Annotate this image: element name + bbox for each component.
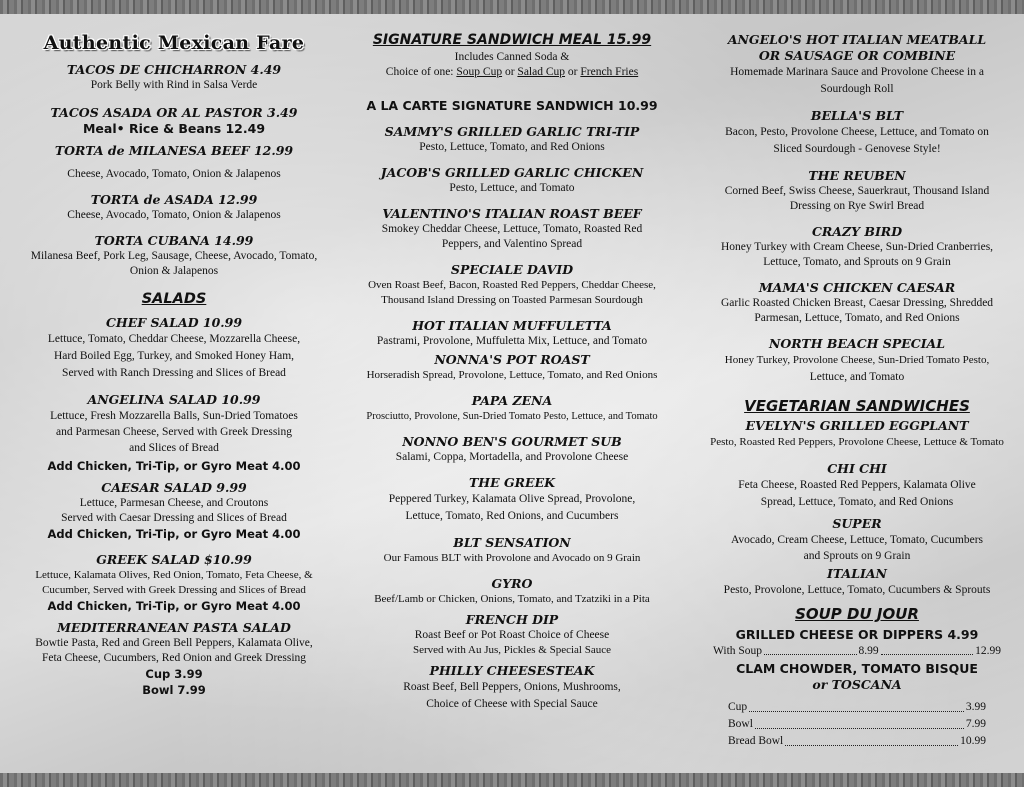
choice-soup-cup: Soup Cup bbox=[456, 66, 503, 78]
sandwich-name: BELLA'S BLT bbox=[810, 108, 904, 123]
salad-addon: Add Chicken, Tri-Tip, or Gyro Meat 4.00 bbox=[47, 459, 301, 473]
sandwich-name: OR SAUSAGE OR COMBINE bbox=[758, 48, 956, 63]
veg-sandwich-desc: Pesto, Provolone, Lettuce, Tomato, Cucumbers & Sprouts bbox=[723, 584, 991, 596]
sandwich-desc: Dressing on Rye Swirl Bread bbox=[789, 200, 925, 212]
salad-desc: Feta Cheese, Cucumbers, Red Onion and Greek Dressing bbox=[41, 652, 307, 664]
salad-desc: Lettuce, Tomato, Cheddar Cheese, Mozzarella Cheese, bbox=[47, 333, 301, 345]
soup-size-price: 3.99 bbox=[965, 701, 986, 713]
menu-item-desc: Cheese, Avocado, Tomato, Onion & Jalapenos bbox=[67, 209, 281, 221]
signature-includes: Includes Canned Soda & bbox=[454, 51, 570, 63]
choice-or: or bbox=[567, 66, 578, 78]
sandwich-name: PAPA ZENA bbox=[471, 393, 553, 408]
salad-name: GREEK SALAD $10.99 bbox=[96, 552, 252, 567]
salads-heading: SALADS bbox=[141, 291, 207, 307]
choice-salad-cup: Salad Cup bbox=[517, 66, 566, 78]
with-soup-label: With Soup bbox=[713, 645, 763, 657]
sandwich-name: NORTH BEACH SPECIAL bbox=[768, 336, 946, 351]
salad-cup-price: Cup 3.99 bbox=[145, 667, 203, 681]
salad-desc: Cucumber, Served with Greek Dressing and Slices of Bread bbox=[42, 584, 306, 596]
soup-price-row bbox=[728, 699, 986, 716]
sandwich-desc: Homemade Marinara Sauce and Provolone Cheese in a bbox=[730, 66, 984, 78]
soup-price-row bbox=[728, 733, 986, 750]
dot-leader bbox=[755, 716, 964, 729]
with-soup-price-list bbox=[713, 643, 1001, 659]
sandwich-name: ANGELO'S HOT ITALIAN MEATBALL bbox=[727, 32, 987, 47]
salad-name: ANGELINA SALAD 10.99 bbox=[87, 392, 261, 407]
sandwich-desc: Choice of Cheese with Special Sauce bbox=[426, 698, 598, 710]
salad-name: MEDITERRANEAN PASTA SALAD bbox=[57, 620, 291, 635]
salad-desc: Served with Ranch Dressing and Slices of Bread bbox=[62, 367, 286, 379]
sandwich-desc: Pesto, Lettuce, Tomato, and Red Onions bbox=[419, 141, 605, 153]
veg-sandwich-desc: Pesto, Roasted Red Peppers, Provolone Cheese, Lettuce & Tomato bbox=[710, 436, 1004, 448]
sandwich-desc: Lettuce, Tomato, and Sprouts on 9 Grain bbox=[763, 256, 951, 268]
dot-leader bbox=[764, 643, 856, 655]
signature-meal-title: SIGNATURE SANDWICH MEAL 15.99 bbox=[372, 32, 652, 48]
with-soup-row bbox=[713, 643, 1001, 659]
veg-sandwich-name: EVELYN'S GRILLED EGGPLANT bbox=[745, 418, 969, 433]
menu-item-name: TORTA de ASADA 12.99 bbox=[90, 192, 258, 207]
sandwich-desc: Corned Beef, Swiss Cheese, Sauerkraut, Thousand Island bbox=[724, 185, 990, 197]
salad-addon: Add Chicken, Tri-Tip, or Gyro Meat 4.00 bbox=[47, 527, 301, 541]
sandwich-name: NONNA'S POT ROAST bbox=[434, 352, 590, 367]
sandwich-name: THE GREEK bbox=[469, 475, 555, 490]
salad-bowl-price: Bowl 7.99 bbox=[142, 683, 206, 697]
menu-item-name: TACOS ASADA OR AL PASTOR 3.49 bbox=[50, 105, 298, 120]
salad-desc: Lettuce, Fresh Mozzarella Balls, Sun-Dried Tomatoes bbox=[50, 410, 298, 422]
menu-item-name: TORTA de MILANESA BEEF 12.99 bbox=[54, 143, 294, 158]
sandwich-name: THE REUBEN bbox=[808, 168, 906, 183]
vegetarian-heading: VEGETARIAN SANDWICHES bbox=[744, 397, 970, 415]
soup-heading: SOUP DU JOUR bbox=[795, 605, 919, 623]
sandwich-desc: Smokey Cheddar Cheese, Lettuce, Tomato, Roasted Red bbox=[381, 223, 643, 235]
choice-or: or bbox=[504, 66, 515, 78]
salad-desc: Hard Boiled Egg, Turkey, and Smoked Honey Ham, bbox=[53, 350, 295, 362]
dot-leader bbox=[881, 643, 973, 655]
menu-item-desc: Milanesa Beef, Pork Leg, Sausage, Cheese, Avocado, Tomato, bbox=[30, 250, 318, 262]
soup-size-label: Bread Bowl bbox=[728, 735, 784, 747]
sandwich-name: FRENCH DIP bbox=[465, 612, 559, 627]
salad-desc: Served with Caesar Dressing and Slices of Bread bbox=[61, 512, 287, 524]
veg-sandwich-desc: Avocado, Cream Cheese, Lettuce, Tomato, Cucumbers bbox=[730, 534, 983, 546]
with-soup-price-1: 8.99 bbox=[858, 645, 879, 657]
soup-size-price: 7.99 bbox=[965, 718, 986, 730]
mexican-fare-title: Authentic Mexican Fare bbox=[43, 32, 305, 54]
torn-edge-top bbox=[0, 0, 1024, 14]
menu-item-desc: Pork Belly with Rind in Salsa Verde bbox=[90, 79, 258, 91]
sandwich-name: SPECIALE DAVID bbox=[450, 262, 574, 277]
veg-sandwich-desc: Feta Cheese, Roasted Red Peppers, Kalamata Olive bbox=[738, 479, 976, 491]
salad-desc: and Slices of Bread bbox=[129, 442, 219, 454]
column-specials-soups bbox=[690, 26, 1024, 750]
sandwich-name: HOT ITALIAN MUFFULETTA bbox=[412, 318, 612, 333]
with-soup-price-2: 12.99 bbox=[975, 645, 1001, 657]
dot-leader bbox=[785, 733, 958, 746]
sandwich-name: JACOB'S GRILLED GARLIC CHICKEN bbox=[380, 165, 644, 180]
sandwich-desc: Honey Turkey, Provolone Cheese, Sun-Dried Tomato Pesto, bbox=[724, 354, 990, 366]
column-mexican-salads bbox=[10, 26, 338, 698]
sandwich-desc: Honey Turkey with Cream Cheese, Sun-Dried Cranberries, bbox=[720, 241, 994, 253]
sandwich-desc: Sliced Sourdough - Genovese Style! bbox=[773, 143, 941, 155]
sandwich-name: SAMMY'S GRILLED GARLIC TRI-TIP bbox=[384, 124, 640, 139]
sandwich-desc: Prosciutto, Provolone, Sun-Dried Tomato Pesto, Lettuce, and Tomato bbox=[366, 411, 658, 422]
sandwich-desc: Sourdough Roll bbox=[820, 83, 894, 95]
menu-item-desc: Cheese, Avocado, Tomato, Onion & Jalapenos bbox=[67, 168, 281, 180]
sandwich-name: PHILLY CHEESESTEAK bbox=[429, 663, 595, 678]
salad-addon: Add Chicken, Tri-Tip, or Gyro Meat 4.00 bbox=[47, 599, 301, 613]
column-signature-sandwiches bbox=[348, 26, 676, 713]
salad-desc: Bowtie Pasta, Red and Green Bell Peppers, Kalamata Olive, bbox=[35, 637, 313, 649]
sandwich-desc: Peppers, and Valentino Spread bbox=[441, 238, 583, 250]
sandwich-desc: Pastrami, Provolone, Muffuletta Mix, Lettuce, and Tomato bbox=[376, 335, 648, 347]
sandwich-desc: Thousand Island Dressing on Toasted Parmesan Sourdough bbox=[381, 294, 643, 306]
menu-item-name: TACOS DE CHICHARRON 4.49 bbox=[66, 62, 282, 77]
chowder-subtitle: or TOSCANA bbox=[812, 677, 902, 692]
salad-name: CHEF SALAD 10.99 bbox=[105, 315, 243, 330]
sandwich-desc: Lettuce, Tomato, Red Onions, and Cucumbers bbox=[405, 510, 619, 522]
sandwich-name: BLT SENSATION bbox=[453, 535, 571, 550]
veg-sandwich-desc: and Sprouts on 9 Grain bbox=[803, 550, 911, 562]
sandwich-desc: Served with Au Jus, Pickles & Special Sauce bbox=[413, 644, 611, 656]
alacarte-title: A LA CARTE SIGNATURE SANDWICH 10.99 bbox=[366, 98, 658, 113]
sandwich-desc: Bacon, Pesto, Provolone Cheese, Lettuce, and Tomato on bbox=[725, 126, 989, 138]
sandwich-name: VALENTINO'S ITALIAN ROAST BEEF bbox=[382, 206, 642, 221]
choice-prefix: Choice of one: bbox=[385, 66, 454, 78]
signature-choice bbox=[348, 65, 676, 80]
torn-edge-bottom bbox=[0, 773, 1024, 787]
sandwich-desc: Salami, Coppa, Mortadella, and Provolone Cheese bbox=[395, 451, 629, 463]
sandwich-desc: Roast Beef, Bell Peppers, Onions, Mushrooms, bbox=[403, 681, 621, 693]
salad-desc: and Parmesan Cheese, Served with Greek Dressing bbox=[55, 426, 292, 438]
sandwich-desc: Horseradish Spread, Provolone, Lettuce, Tomato, and Red Onions bbox=[366, 369, 658, 381]
sandwich-desc: Beef/Lamb or Chicken, Onions, Tomato, and Tzatziki in a Pita bbox=[374, 593, 650, 605]
sandwich-desc: Roast Beef or Pot Roast Choice of Cheese bbox=[414, 629, 610, 641]
veg-sandwich-desc: Spread, Lettuce, Tomato, and Red Onions bbox=[760, 496, 954, 508]
sandwich-name: MAMA'S CHICKEN CAESAR bbox=[758, 280, 956, 295]
salad-desc: Lettuce, Kalamata Olives, Red Onion, Tomato, Feta Cheese, & bbox=[35, 569, 313, 581]
sandwich-desc: Oven Roast Beef, Bacon, Roasted Red Peppers, Cheddar Cheese, bbox=[368, 279, 656, 291]
veg-sandwich-name: SUPER bbox=[832, 516, 882, 531]
soup-size-price: 10.99 bbox=[960, 735, 986, 747]
sandwich-desc: Garlic Roasted Chicken Breast, Caesar Dressing, Shredded bbox=[720, 297, 994, 309]
soup-size-label: Cup bbox=[728, 701, 748, 713]
soup-price-list bbox=[728, 699, 986, 750]
chowder-title: CLAM CHOWDER, TOMATO BISQUE bbox=[736, 661, 978, 676]
grilled-cheese-title: GRILLED CHEESE OR DIPPERS 4.99 bbox=[735, 627, 979, 642]
sandwich-desc: Our Famous BLT with Provolone and Avocado on 9 Grain bbox=[383, 552, 641, 564]
salad-desc: Lettuce, Parmesan Cheese, and Croutons bbox=[79, 497, 269, 509]
sandwich-desc: Parmesan, Lettuce, Tomato, and Red Onions bbox=[754, 312, 960, 324]
choice-french-fries: French Fries bbox=[580, 66, 639, 78]
soup-price-row bbox=[728, 716, 986, 733]
sandwich-desc: Lettuce, and Tomato bbox=[809, 371, 905, 383]
veg-sandwich-name: CHI CHI bbox=[827, 461, 887, 476]
menu-item-extra: Meal• Rice & Beans 12.49 bbox=[82, 121, 266, 136]
menu-item-name: TORTA CUBANA 14.99 bbox=[94, 233, 254, 248]
sandwich-desc: Peppered Turkey, Kalamata Olive Spread, Provolone, bbox=[388, 493, 636, 505]
soup-size-label: Bowl bbox=[728, 718, 753, 730]
sandwich-desc: Pesto, Lettuce, and Tomato bbox=[449, 182, 575, 194]
veg-sandwich-name: ITALIAN bbox=[827, 566, 887, 581]
menu-item-desc: Onion & Jalapenos bbox=[129, 265, 219, 277]
dot-leader bbox=[749, 699, 964, 712]
sandwich-name: NONNO BEN'S GOURMET SUB bbox=[402, 434, 622, 449]
salad-name: CAESAR SALAD 9.99 bbox=[101, 480, 247, 495]
sandwich-name: CRAZY BIRD bbox=[811, 224, 903, 239]
sandwich-name: GYRO bbox=[491, 576, 533, 591]
